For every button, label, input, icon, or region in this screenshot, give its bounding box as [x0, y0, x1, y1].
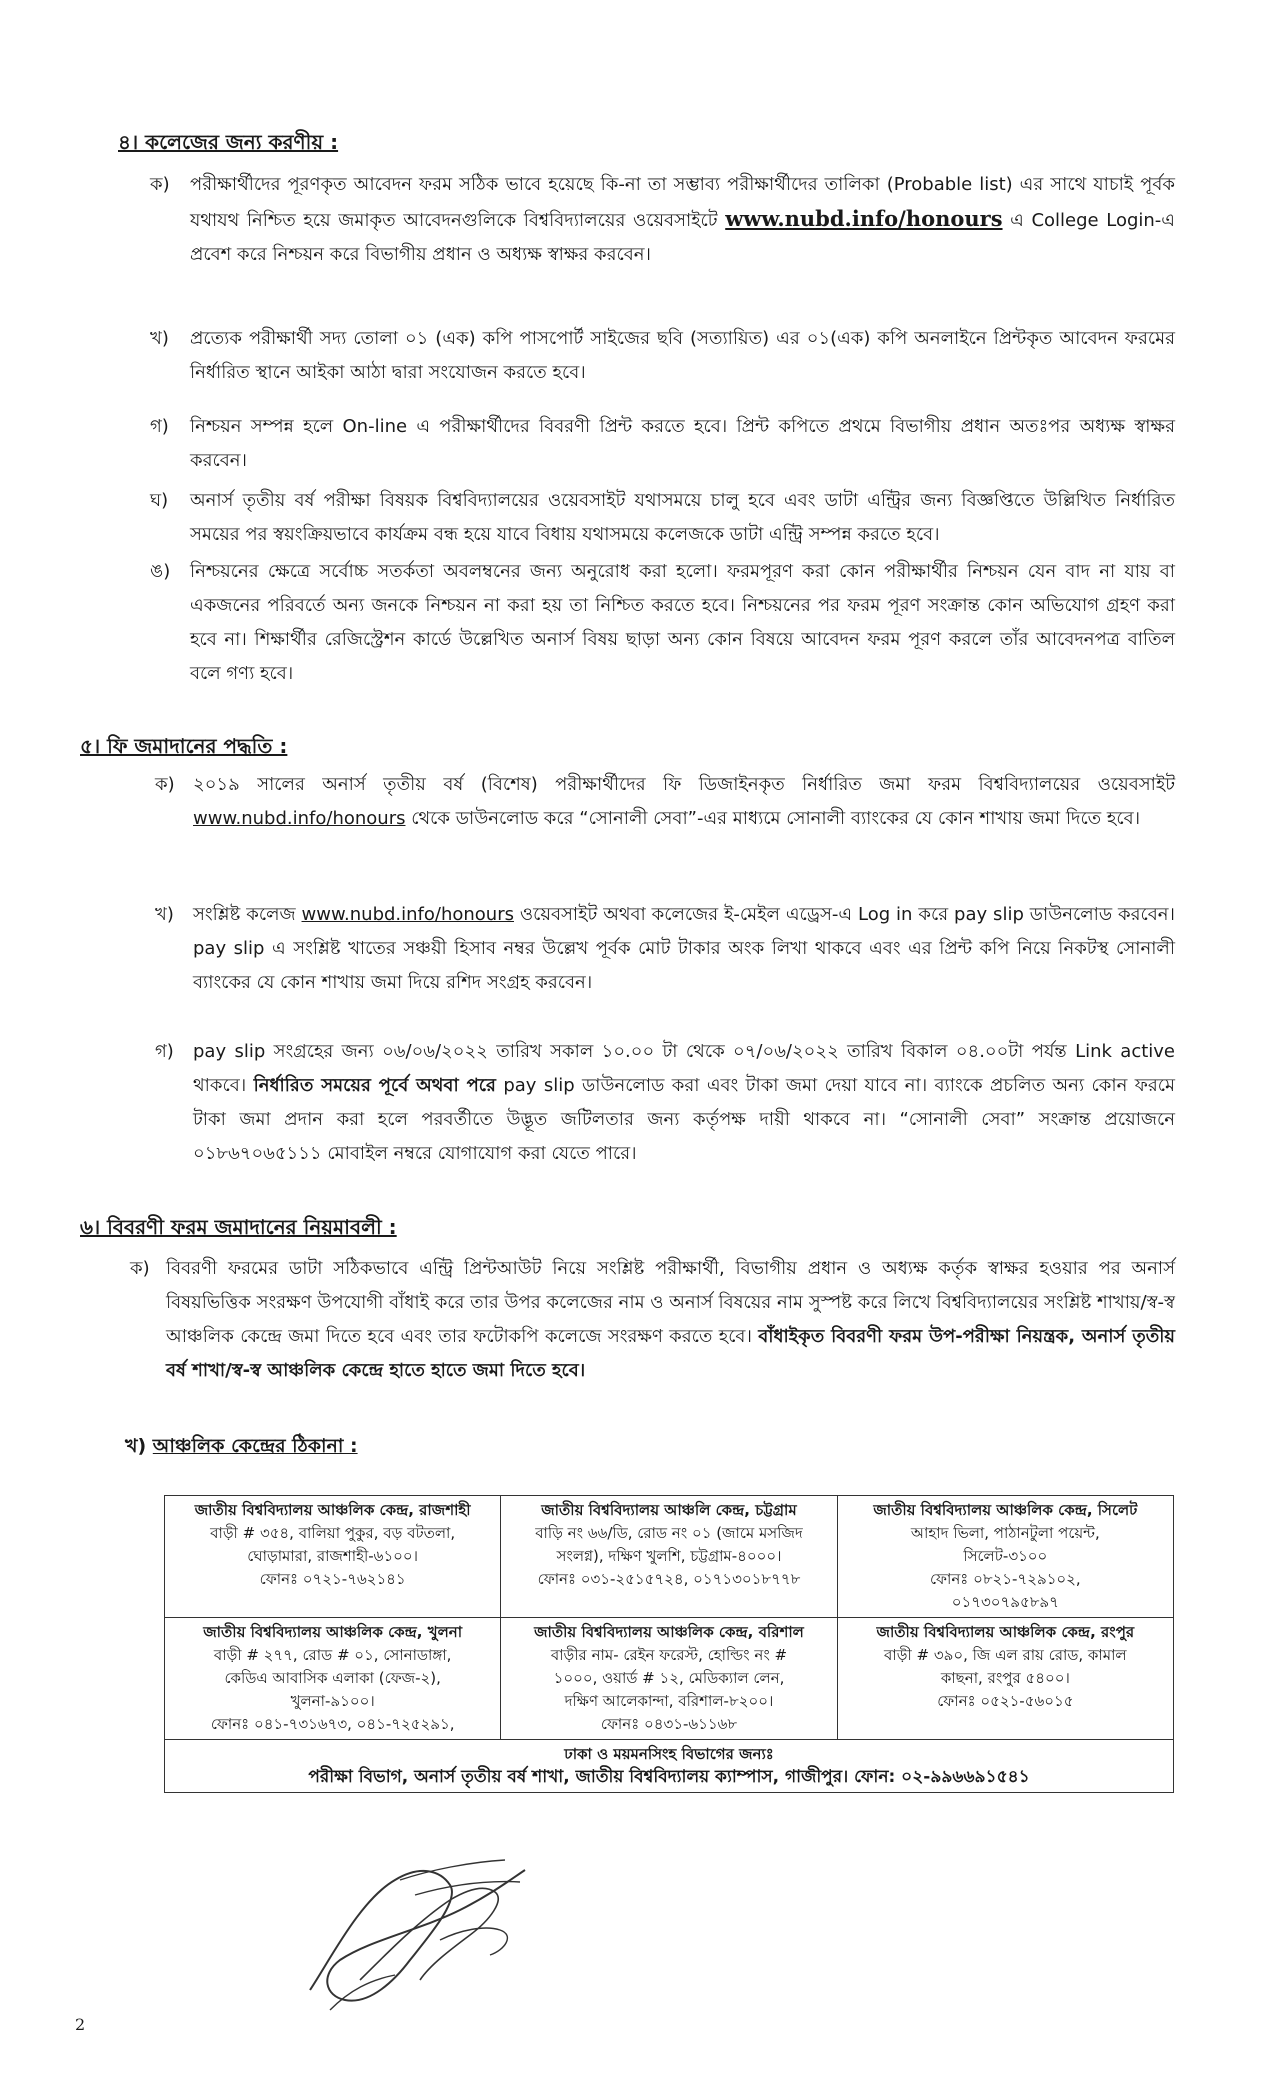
center-sylhet: জাতীয় বিশ্ববিদ্যালয় আঞ্চলিক কেন্দ্র, সিলেট আহাদ ভিলা, পাঠানটুলা পয়েন্ট, সিলেট-৩১০০ ফোনঃ ০৮২১-৭২৯১০২, ০১৭৩০৭৯৫৮৯৭: [837, 1496, 1173, 1618]
table-row: [165, 1618, 1174, 1740]
s4-item-kha: খ) প্রত্যেক পরীক্ষার্থী সদ্য তোলা ০১ (এক) কপি পাসপোর্ট সাইজের ছবি (সত্যায়িত) এর ০১(এক) কপি অনলাইনে প্রিন্টকৃত আবেদন ফরমের নির্ধারিত স্থানে আইকা আঠা দ্বারা সংযোজন করতে হবে।: [150, 328, 1175, 383]
website-link[interactable]: www.nubd.info/honours: [193, 808, 406, 829]
table-row: [165, 1740, 1174, 1793]
center-rangpur: জাতীয় বিশ্ববিদ্যালয় আঞ্চলিক কেন্দ্র, রংপুর বাড়ী # ৩৯০, জি এল রায় রোড, কামাল কাছনা, রংপুর ৫৪০০। ফোনঃ ০৫২১-৫৬০১৫: [837, 1618, 1173, 1740]
center-barishal: জাতীয় বিশ্ববিদ্যালয় আঞ্চলিক কেন্দ্র, বরিশাল বাড়ীর নাম- রেইন ফরেস্ট, হোল্ডিং নং # ১০০০, ওয়ার্ড # ১২, মেডিক্যাল লেন, দক্ষিণ আলেকান্দা, বরিশাল-৮২০০। ফোনঃ ০৪৩১-৬১১৬৮: [501, 1618, 837, 1740]
s4-ka-text-a: পরীক্ষার্থীদের পূরণকৃত আবেদন ফরম সঠিক ভাবে হয়েছে কি-না তা সম্ভাব্য পরীক্ষার্থীদের তালিকা (Probable list) এর সাথে যাচাই পূর্বক যথাযথ নিশ্চিত হয়ে জমাকৃত আবেদনগুলিকে বিশ্ববিদ্যালয়ের ওয়েবসাইটে: [190, 174, 1175, 231]
s4-item-ga: গ) নিশ্চয়ন সম্পন্ন হলে On-line এ পরীক্ষার্থীদের বিবরণী প্রিন্ট করতে হবে। প্রিন্ট কপিতে প্রথমে বিভাগীয় প্রধান অতঃপর অধ্যক্ষ স্বাক্ষর করবেন।: [150, 416, 1175, 471]
s6-item-ka: ক) বিবরণী ফরমের ডাটা সঠিকভাবে এন্ট্রি প্রিন্টআউট নিয়ে সংশ্লিষ্ট পরীক্ষার্থী, বিভাগীয় প্রধান ও অধ্যক্ষ কর্তৃক স্বাক্ষর হওয়ার পর অনার্স বিষয়ভিত্তিক সংরক্ষণ উপযোগী বাঁধাই করে তার উপর কলেজের নাম ও অনার্স বিষয়ের নাম সুস্পষ্ট করে লিখে বিশ্ববিদ্যালয়ের সংশ্লিষ্ট শাখায়/স্ব-স্ব আঞ্চলিক কেন্দ্রে জমা দিতে হবে এবং তার ফটোকপি কলেজে সংরক্ষণ করতে হবে। বাঁধাইকৃত বিবরণী ফরম উপ-পরীক্ষা নিয়ন্ত্রক, অনার্স তৃতীয় বর্ষ শাখা/স্ব-স্ব আঞ্চলিক কেন্দ্রে হাতে হাতে জমা দিতে হবে।: [130, 1258, 1176, 1381]
website-link[interactable]: www.nubd.info/honours: [301, 904, 514, 925]
s4-item-umo: ঙ) নিশ্চয়নের ক্ষেত্রে সর্বোচ্চ সতর্কতা অবলম্বনের জন্য অনুরোধ করা হলো। ফরমপূরণ করা কোন পরীক্ষার্থীর নিশ্চয়ন যেন বাদ না যায় বা একজনের পরিবর্তে অন্য জনকে নিশ্চয়ন না করা হয় তা নিশ্চিত করতে হবে। নিশ্চয়নের পর ফরম পূরণ সংক্রান্ত কোন অভিযোগ গ্রহণ করা হবে না। শিক্ষার্থীর রেজিস্ট্রেশন কার্ডে উল্লেখিত অনার্স বিষয় ছাড়া অন্য কোন বিষয়ে আবেদন ফরম পূরণ করলে তাঁর আবেদনপত্র বাতিল বলে গণ্য হবে।: [150, 561, 1175, 684]
section-6-heading: ৬। বিবরণী ফরম জমাদানের নিয়মাবলী :: [80, 1215, 397, 1239]
table-row: [165, 1496, 1174, 1618]
center-chattogram: জাতীয় বিশ্ববিদ্যালয় আঞ্চলি কেন্দ্র, চট্টগ্রাম বাড়ি নং ৬৬/ডি, রোড নং ০১ (জামে মসজিদ সংলগ্ন), দক্ষিণ খুলশি, চট্টগ্রাম-৪০০০। ফোনঃ ০৩১-২৫১৫৭২৪, ০১৭১৩০১৮৭৭৮: [501, 1496, 837, 1618]
s4-item-ka: ক) পরীক্ষার্থীদের পূরণকৃত আবেদন ফরম সঠিক ভাবে হয়েছে কি-না তা সম্ভাব্য পরীক্ষার্থীদের তালিকা (Probable list) এর সাথে যাচাই পূর্বক যথাযথ নিশ্চিত হয়ে জমাকৃত আবেদনগুলিকে বিশ্ববিদ্যালয়ের ওয়েবসাইটে www.nubd.info/honours এ College Login-এ প্রবেশ করে নিশ্চয়ন করে বিভাগীয় প্রধান ও অধ্যক্ষ স্বাক্ষর করবেন।: [150, 174, 1175, 265]
s4-item-gha: ঘ) অনার্স তৃতীয় বর্ষ পরীক্ষা বিষয়ক বিশ্ববিদ্যালয়ের ওয়েবসাইট যথাসময়ে চালু হবে এবং ডাটা এন্ট্রির জন্য বিজ্ঞপ্তিতে উল্লিখিত নির্ধারিত সময়ের পর স্বয়ংক্রিয়ভাবে কার্যক্রম বন্ধ হয়ে যাবে বিধায় যথাসময়ে কলেজকে ডাটা এন্ট্রি সম্পন্ন করতে হবে।: [150, 490, 1175, 545]
page-number: 2: [75, 2015, 86, 2034]
s5-item-ka: ক) ২০১৯ সালের অনার্স তৃতীয় বর্ষ (বিশেষ) পরীক্ষার্থীদের ফি ডিজাইনকৃত নির্ধারিত জমা ফরম বিশ্ববিদ্যালয়ের ওয়েবসাইট www.nubd.info/honours থেকে ডাউনলোড করে “সোনালী সেবা”-এর মাধ্যমে সোনালী ব্যাংকের যে কোন শাখায় জমা দিতে হবে।: [155, 774, 1175, 829]
center-khulna: জাতীয় বিশ্ববিদ্যালয় আঞ্চলিক কেন্দ্র, খুলনা বাড়ী # ২৭৭, রোড # ০১, সোনাডাঙ্গা, কেডিএ আবাসিক এলাকা (ফেজ-২), খুলনা-৯১০০। ফোনঃ ০৪১-৭৩১৬৭৩, ০৪১-৭২৫২৯১,: [165, 1618, 501, 1740]
signature-image: [300, 1840, 560, 2020]
section-5-heading: ৫। ফি জমাদানের পদ্ধতি :: [80, 734, 288, 758]
s5-item-ga: গ) pay slip সংগ্রহের জন্য ০৬/০৬/২০২২ তারিখ সকাল ১০.০০ টা থেকে ০৭/০৬/২০২২ তারিখ বিকাল ০৪.০০টা পর্যন্ত Link active থাকবে। নির্ধারিত সময়ের পূর্বে অথবা পরে pay slip ডাউনলোড করা এবং টাকা জমা দেয়া যাবে না। ব্যাংকে প্রচলিত অন্য কোন ফরমে টাকা জমা প্রদান করা হলে পরবর্তীতে উদ্ভূত জটিলতার জন্য কর্তৃপক্ষ দায়ী থাকবে না। “সোনালী সেবা” সংক্রান্ত প্রয়োজনে ০১৮৬৭০৬৫১১১ মোবাইল নম্বরে যোগাযোগ করা যেতে পারে।: [155, 1041, 1175, 1164]
regional-centers-heading: খ) আঞ্চলিক কেন্দ্রের ঠিকানা :: [125, 1435, 358, 1457]
center-dhaka-mymensingh: ঢাকা ও ময়মনসিংহ বিভাগের জন্যঃ পরীক্ষা বিভাগ, অনার্স তৃতীয় বর্ষ শাখা, জাতীয় বিশ্ববিদ্যালয় ক্যাম্পাস, গাজীপুর। ফোন: ০২-৯৯৬৬৯১৫৪১: [165, 1740, 1174, 1793]
regional-centers-table: [164, 1495, 1174, 1793]
s4-ka-text-b: এ College Login-এ প্রবেশ করে নিশ্চয়ন করে বিভাগীয় প্রধান ও অধ্যক্ষ স্বাক্ষর করবেন।: [190, 210, 1175, 265]
center-rajshahi: জাতীয় বিশ্ববিদ্যালয় আঞ্চলিক কেন্দ্র, রাজশাহী বাড়ী # ৩৫৪, বালিয়া পুকুর, বড় বটতলা, ঘোড়ামারা, রাজশাহী-৬১০০। ফোনঃ ০৭২১-৭৬২১৪১: [165, 1496, 501, 1618]
website-link[interactable]: www.nubd.info/honours: [725, 206, 1003, 231]
section-4-heading: ৪। কলেজের জন্য করণীয় :: [118, 130, 339, 154]
s5-item-kha: খ) সংশ্লিষ্ট কলেজ www.nubd.info/honours ওয়েবসাইট অথবা কলেজের ই-মেইল এড্রেস-এ Log in করে pay slip ডাউনলোড করবেন। pay slip এ সংশ্লিষ্ট খাতের সঞ্চয়ী হিসাব নম্বর উল্লেখ পূর্বক মোট টাকার অংক লিখা থাকবে এবং এর প্রিন্ট কপি নিয়ে নিকটস্থ সোনালী ব্যাংকের যে কোন শাখায় জমা দিয়ে রশিদ সংগ্রহ করবেন।: [155, 904, 1175, 993]
